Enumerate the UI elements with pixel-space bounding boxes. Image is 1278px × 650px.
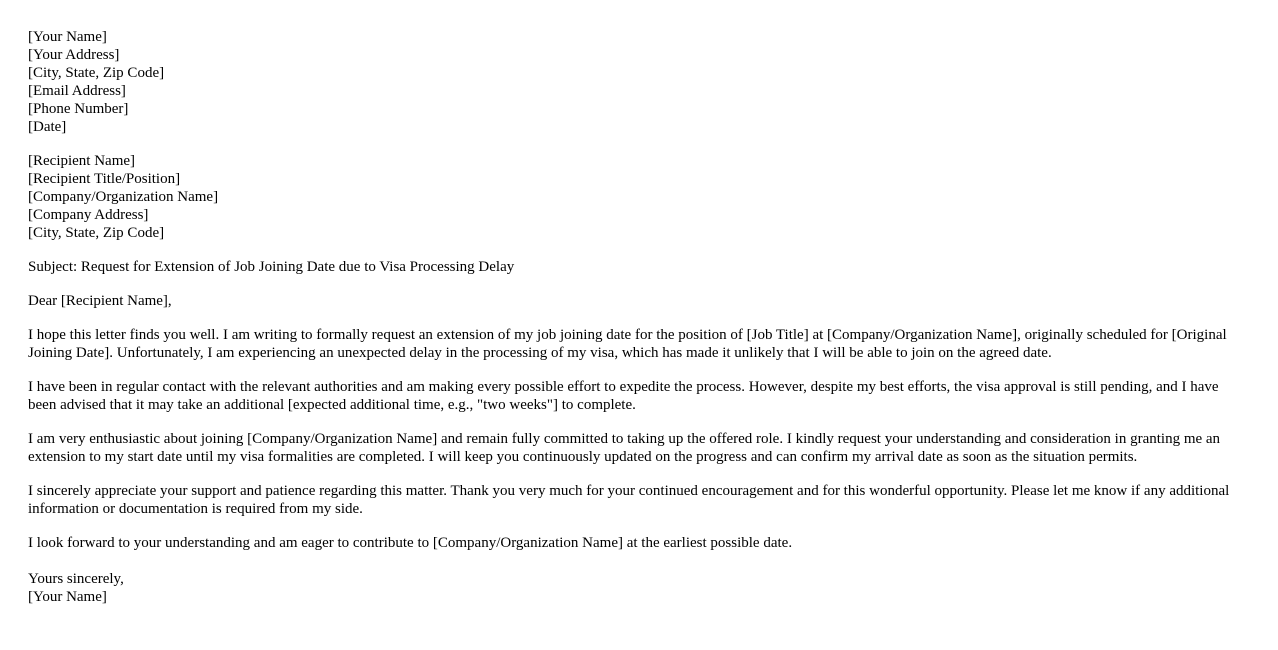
body-paragraph-3: I am very enthusiastic about joining [Company/Organization Name] and remain fully committed to taking up the offered role. I kindly request your understanding and consideration in granting me an extension to my start date until my visa formalities are completed. I will keep you continuously updated on the progress and can confirm my arrival date as soon as the situation permits. <box>28 431 1221 465</box>
letter-date: [Date] <box>28 119 67 135</box>
sender-name: [Your Name] <box>28 29 107 45</box>
letter-document <box>28 28 1250 622</box>
sender-address: [Your Address] <box>28 47 120 63</box>
sender-city-state-zip: [City, State, Zip Code] <box>28 65 165 81</box>
sign-off: Yours sincerely, <box>28 571 124 587</box>
recipient-address-block <box>28 152 1250 242</box>
closing-block <box>28 570 1250 606</box>
body-paragraph-5: I look forward to your understanding and am eager to contribute to [Company/Organization Name] at the earliest possible date. <box>28 535 793 551</box>
recipient-title: [Recipient Title/Position] <box>28 171 181 187</box>
subject-line: Subject: Request for Extension of Job Joining Date due to Visa Processing Delay <box>28 259 515 275</box>
recipient-city-state-zip: [City, State, Zip Code] <box>28 225 165 241</box>
recipient-name: [Recipient Name] <box>28 153 136 169</box>
sender-email: [Email Address] <box>28 83 126 99</box>
body-paragraph-2: I have been in regular contact with the relevant authorities and am making every possible effort to expedite the process. However, despite my best efforts, the visa approval is still pending, and I have been advised that it may take an additional [expected additional time, e.g., "two weeks"] to complete. <box>28 379 1219 413</box>
recipient-address: [Company Address] <box>28 207 149 223</box>
body-paragraph-4: I sincerely appreciate your support and patience regarding this matter. Thank you very much for your continued encouragement and for this wonderful opportunity. Please let me know if any additional information or documentation is required from my side. <box>28 483 1230 517</box>
recipient-company: [Company/Organization Name] <box>28 189 219 205</box>
sender-phone: [Phone Number] <box>28 101 129 117</box>
signature-name: [Your Name] <box>28 589 107 605</box>
body-paragraph-1: I hope this letter finds you well. I am writing to formally request an extension of my job joining date for the position of [Job Title] at [Company/Organization Name], originally scheduled for [Original Joining Date]. Unfortunately, I am experiencing an unexpected delay in the processing of my visa, which has made it unlikely that I will be able to join on the agreed date. <box>28 327 1227 361</box>
salutation: Dear [Recipient Name], <box>28 293 172 309</box>
sender-address-block <box>28 28 1250 136</box>
